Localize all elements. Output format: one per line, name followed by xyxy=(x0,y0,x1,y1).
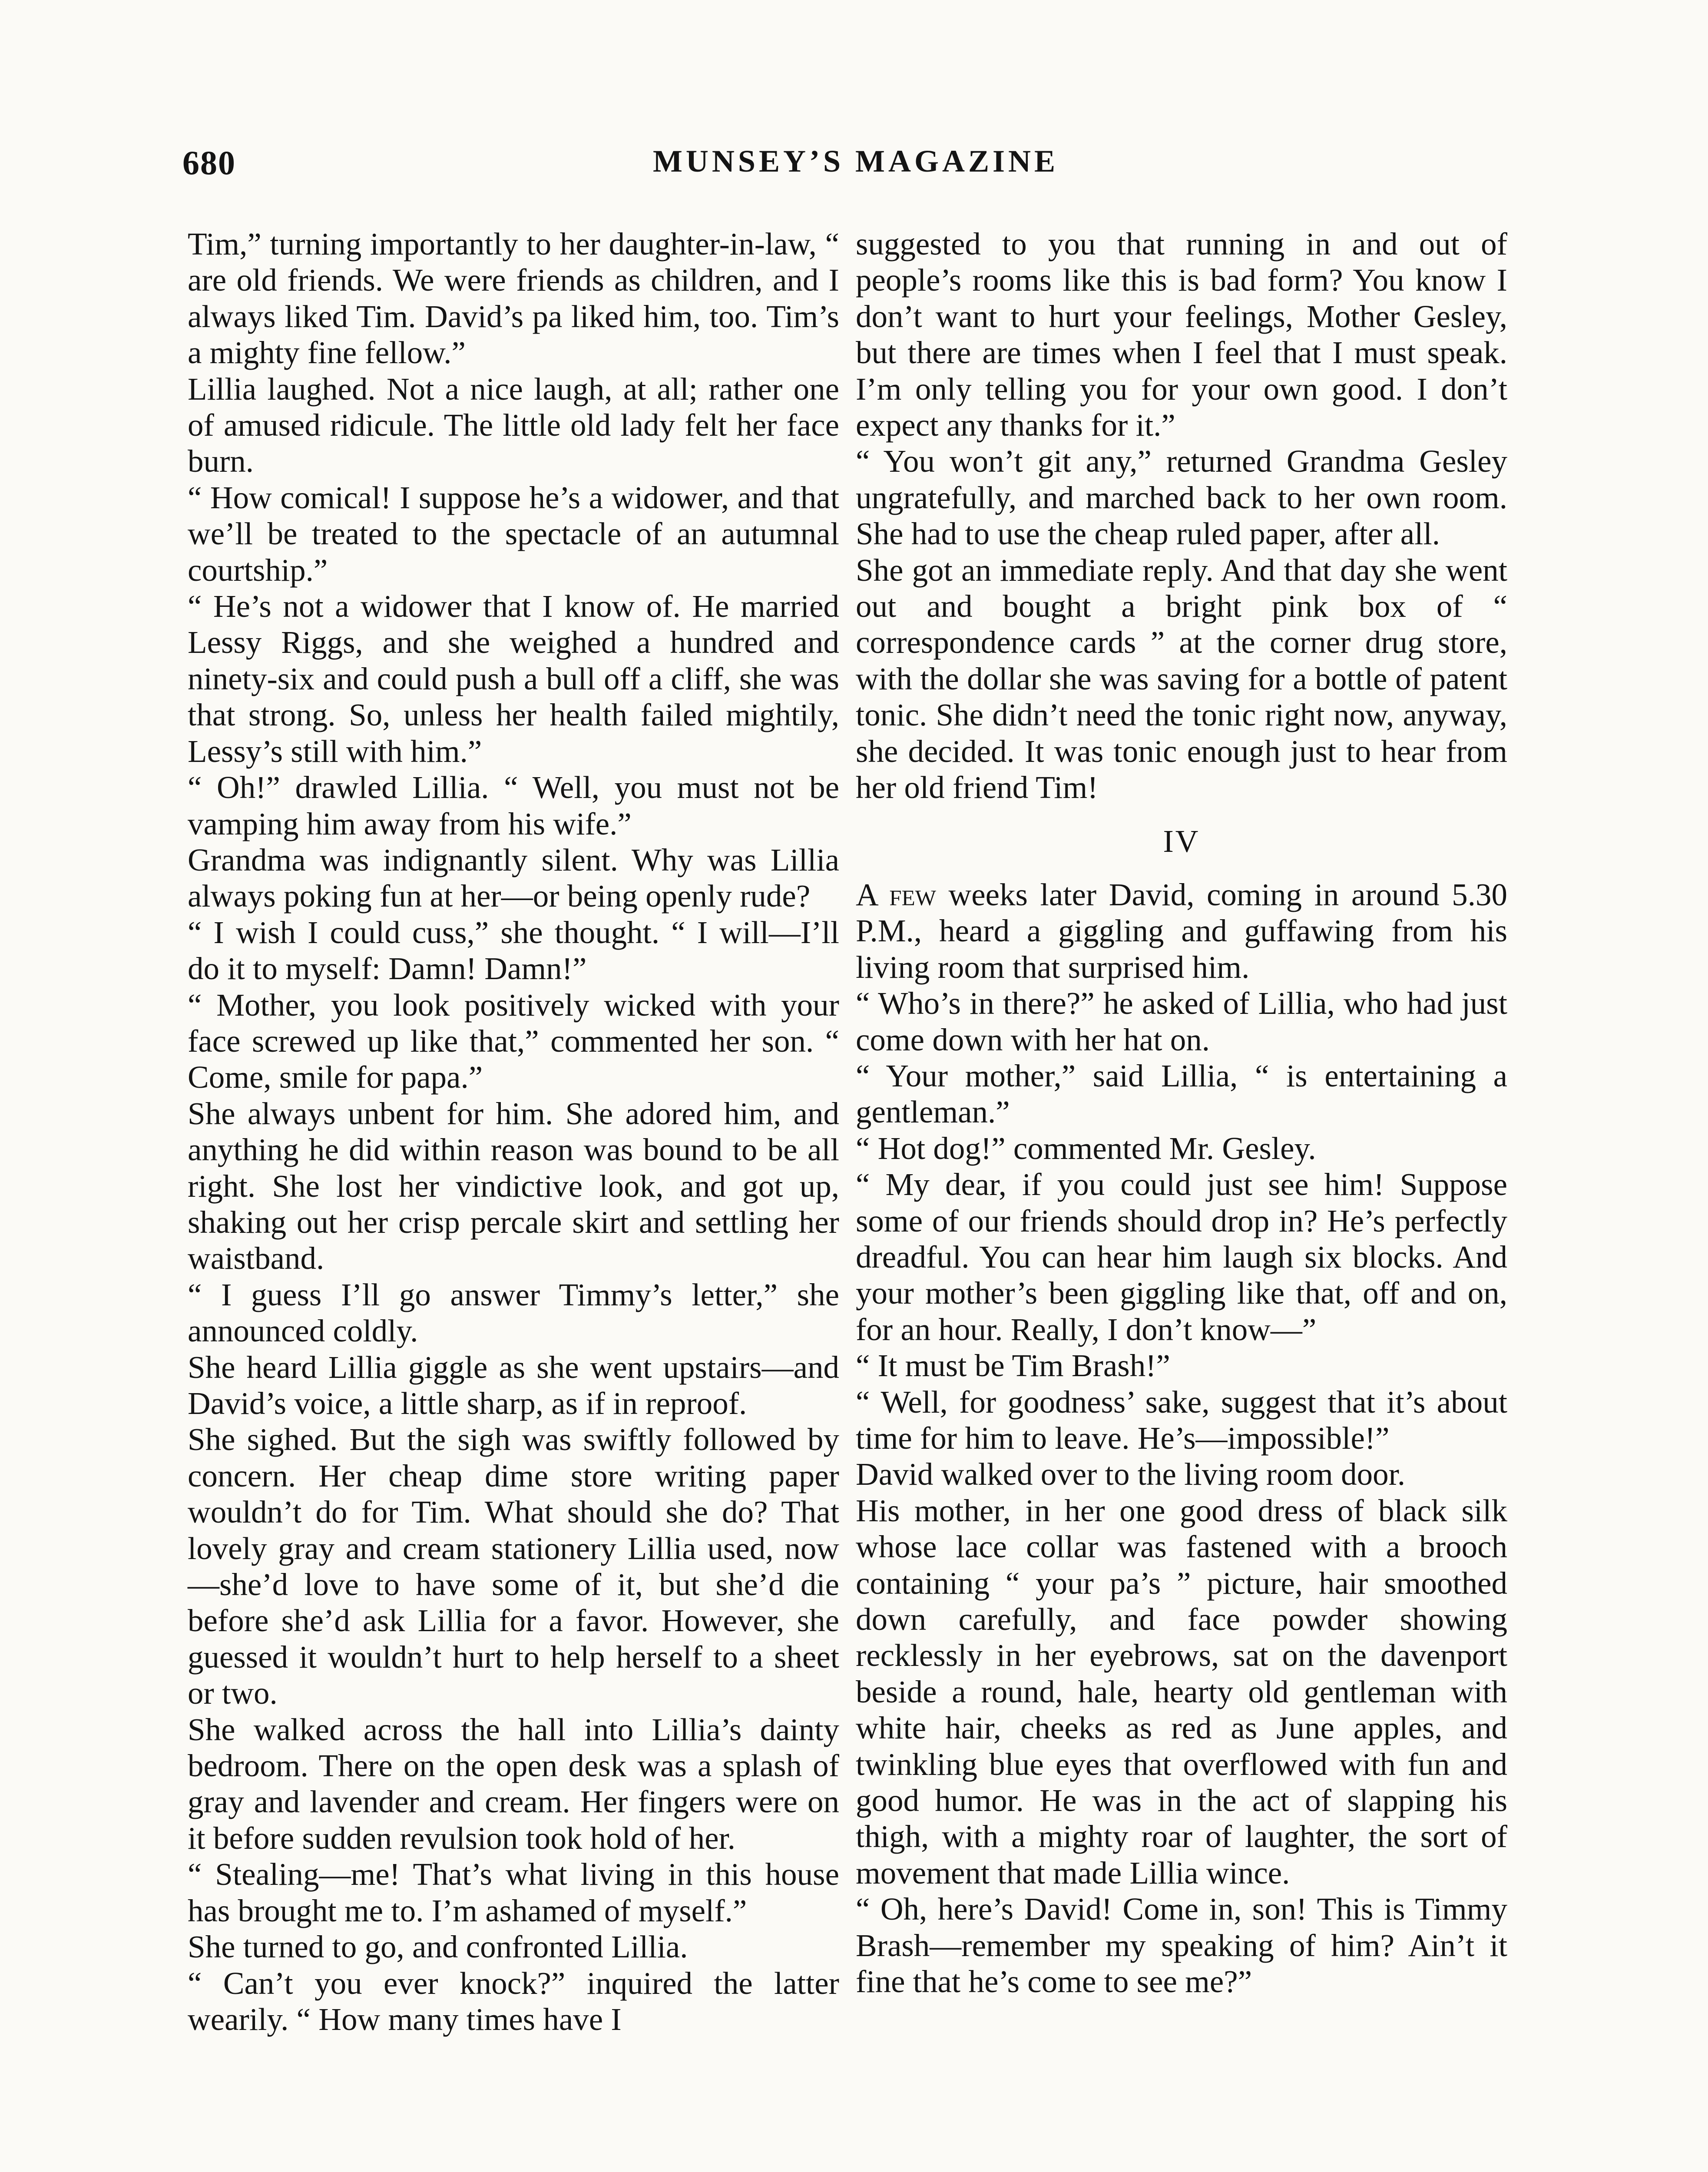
page-header xyxy=(182,143,1529,195)
paragraph: She heard Lillia giggle as she went upstairs—and David’s voice, a little sharp, as if in reproof. xyxy=(188,1349,839,1421)
paragraph: “ Hot dog!” commented Mr. Gesley. xyxy=(856,1130,1316,1166)
paragraph: She always unbent for him. She adored him, and anything he did within reason was bound to be all right. She lost her vindictive look, and got up, shaking out her crisp percale skirt and settling her waistband. xyxy=(188,1096,839,1276)
paragraph: Lillia laughed. Not a nice laugh, at all; rather one of amused ridicule. The little old lady felt her face burn. xyxy=(188,371,839,479)
paragraph: “ Oh, here’s David! Come in, son! This is Timmy Brash—remember my speaking of him? Ain’t it fine that he’s come to see me?” xyxy=(856,1891,1507,2000)
page-number: 680 xyxy=(182,144,236,182)
paragraph: “ Mother, you look positively wicked with your face screwed up like that,” commented her son. “ Come, smile for papa.” xyxy=(188,987,839,1095)
section-heading: IV xyxy=(1163,823,1200,859)
paragraph: David walked over to the living room door. xyxy=(856,1457,1406,1492)
paragraph: She sighed. But the sigh was swiftly followed by concern. Her cheap dime store writing paper wouldn’t do for Tim. What should she do? That lovely gray and cream stationery Lillia used, now—she’d love to have some of it, but she’d die before she’d ask Lillia for a favor. However, she guessed it wouldn’t hurt to help herself to a sheet or two. xyxy=(188,1422,839,1711)
paragraph: “ My dear, if you could just see him! Suppose some of our friends should drop in? He’s perfectly dreadful. You can hear him laugh six blocks. And your mother’s been giggling like that, off and on, for an hour. Really, I don’t know—” xyxy=(856,1167,1507,1347)
paragraph: “ I wish I could cuss,” she thought. “ I will—I’ll do it to myself: Damn! Damn!” xyxy=(188,914,839,987)
right-column xyxy=(856,226,1507,2000)
paragraph: “ Can’t you ever knock?” inquired the latter wearily. “ How many times have I xyxy=(188,1965,839,2037)
left-column xyxy=(188,226,839,2037)
paragraph: “ Your mother,” said Lillia, “ is entertaining a gentleman.” xyxy=(856,1058,1507,1130)
paragraph: “ He’s not a widower that I know of. He married Lessy Riggs, and she weighed a hundred and ninety-six and could push a bull off a cliff, she was that strong. So, unless her health failed mightily, Lessy’s still with him.” xyxy=(188,589,839,769)
paragraph: “ How comical! I suppose he’s a widower, and that we’ll be treated to the spectacle of an autumnal courtship.” xyxy=(188,480,839,588)
paragraph: “ Oh!” drawled Lillia. “ Well, you must not be vamping him away from his wife.” xyxy=(188,770,839,841)
paragraph: “ It must be Tim Brash!” xyxy=(856,1348,1170,1384)
paragraph: “ Well, for goodness’ sake, suggest that it’s about time for him to leave. He’s—impossible!” xyxy=(856,1384,1507,1456)
paragraph-text: weeks later David, coming in around 5.30 P.M., heard a giggling and guffawing from his living room that surprised him. xyxy=(856,877,1507,985)
paragraph: She turned to go, and confronted Lillia. xyxy=(188,1929,688,1965)
paragraph: She got an immediate reply. And that day she went out and bought a bright pink box of “ correspondence cards ” at the corner drug store, with the dollar she was saving for a bottle of patent tonic. She didn’t need the tonic right now, anyway, she decided. It was tonic enough just to hear from her old friend Tim! xyxy=(856,552,1507,805)
running-title: MUNSEY’S MAGAZINE xyxy=(652,144,1059,179)
paragraph: She walked across the hall into Lillia’s dainty bedroom. There on the open desk was a splash of gray and lavender and cream. Her fingers were on it before sudden revulsion took hold of her. xyxy=(188,1712,839,1856)
paragraph: Tim,” turning importantly to her daughter-in-law, “ are old friends. We were friends as children, and I always liked Tim. David’s pa liked him, too. Tim’s a mighty fine fellow.” xyxy=(188,226,839,371)
paragraph xyxy=(856,877,1507,985)
paragraph: Grandma was indignantly silent. Why was Lillia always poking fun at her—or being openly rude? xyxy=(188,842,839,914)
paragraph: “ Who’s in there?” he asked of Lillia, who had just come down with her hat on. xyxy=(856,986,1507,1057)
paragraph: “ You won’t git any,” returned Grandma Gesley ungratefully, and marched back to her own room. She had to use the cheap ruled paper, after all. xyxy=(856,444,1507,552)
paragraph: “ I guess I’ll go answer Timmy’s letter,” she announced coldly. xyxy=(188,1277,839,1349)
paragraph: suggested to you that running in and out of people’s rooms like this is bad form? You know I don’t want to hurt your feelings, Mother Gesley, but there are times when I feel that I must speak. I’m only telling you for your own good. I don’t expect any thanks for it.” xyxy=(856,226,1507,443)
paragraph: “ Stealing—me! That’s what living in this house has brought me to. I’m ashamed of myself.” xyxy=(188,1857,839,1928)
lead-words: A few xyxy=(856,877,936,912)
paragraph: His mother, in her one good dress of black silk whose lace collar was fastened with a brooch containing “ your pa’s ” picture, hair smoothed down carefully, and face powder showing recklessly in her eyebrows, sat on the davenport beside a round, hale, hearty old gentleman with white hair, cheeks as red as June apples, and twinkling blue eyes that overflowed with fun and good humor. He was in the act of slapping his thigh, with a mighty roar of laughter, the sort of movement that made Lillia wince. xyxy=(856,1493,1507,1891)
